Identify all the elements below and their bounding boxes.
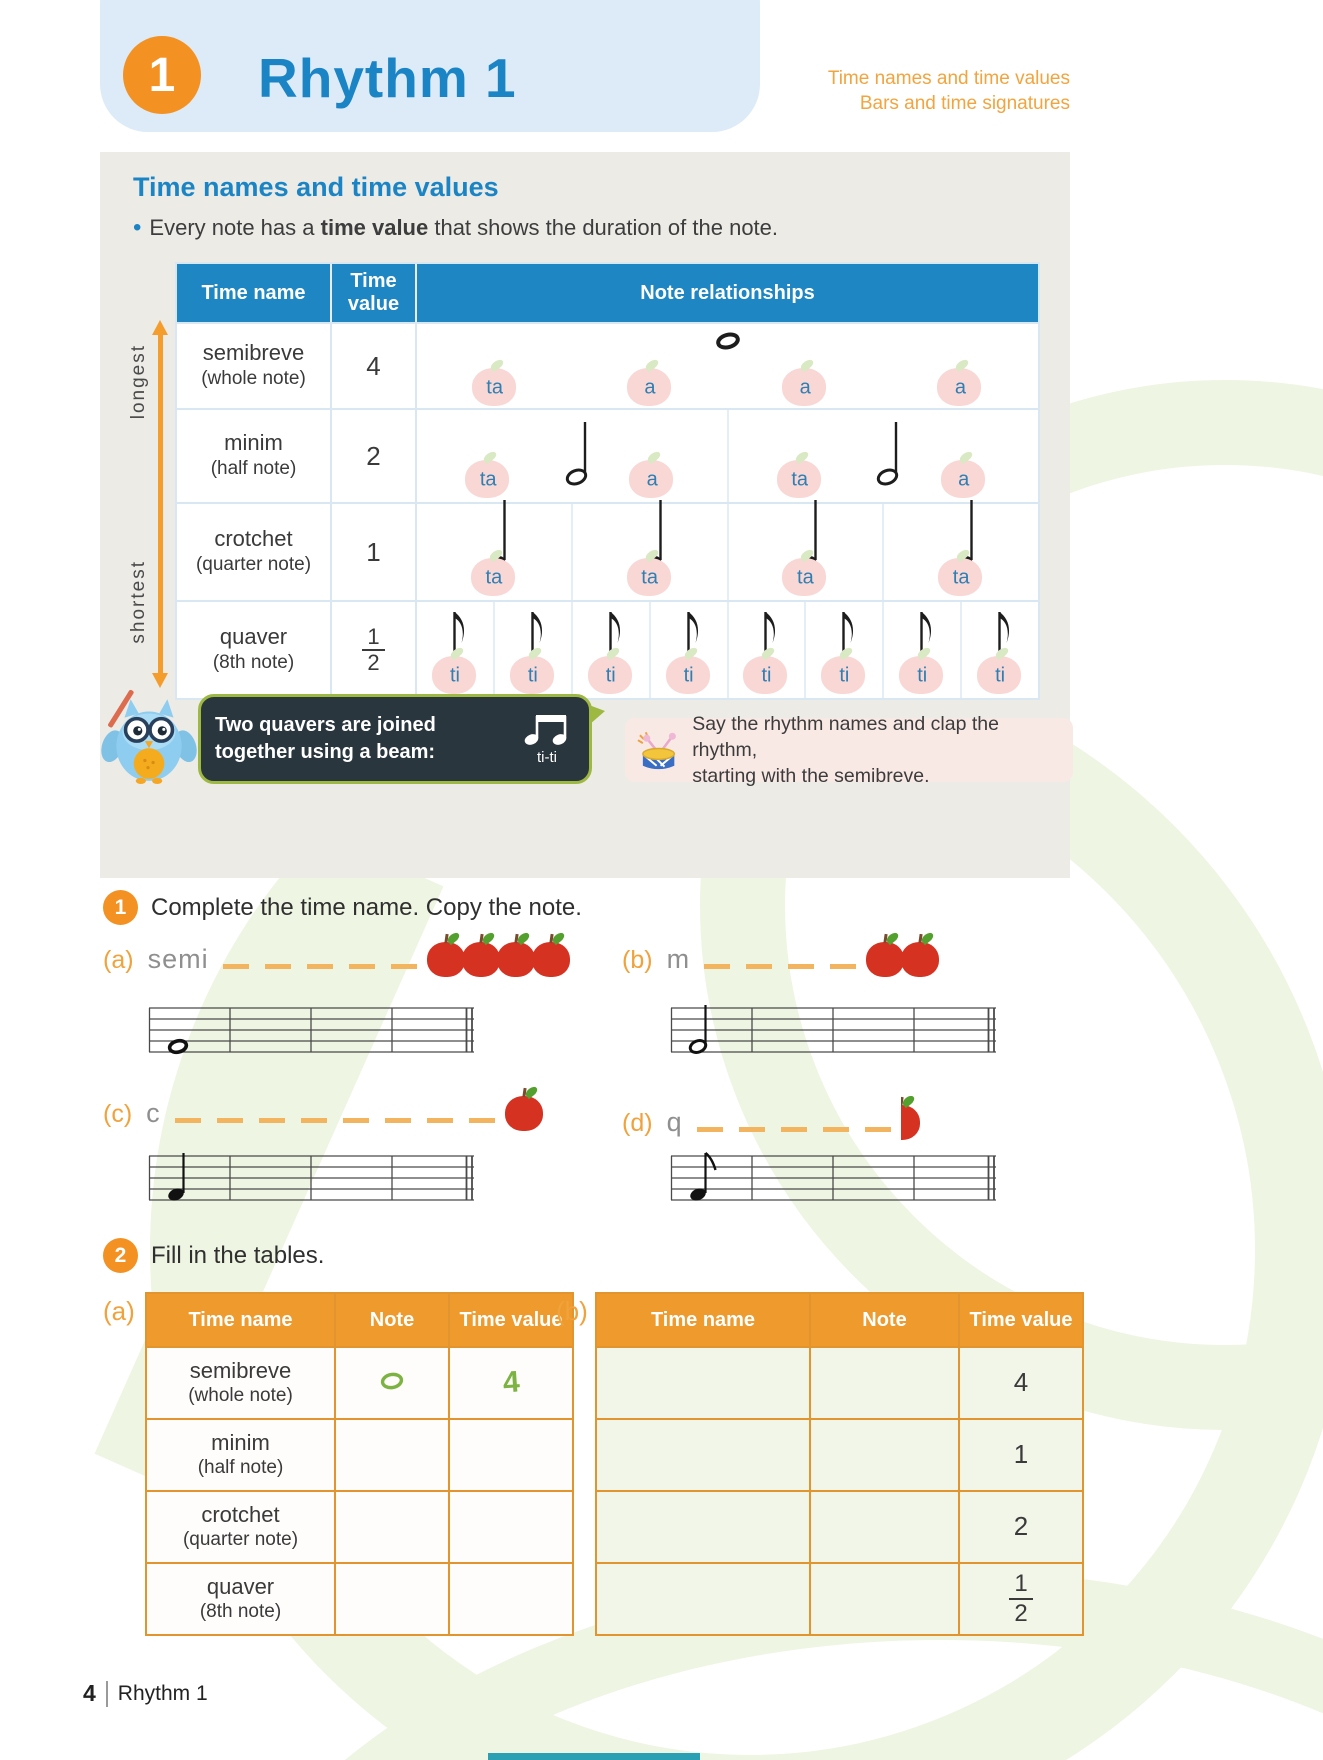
apple-icon	[497, 942, 535, 977]
column-header: Time value	[332, 264, 417, 322]
note-answer-cell	[810, 1347, 959, 1419]
note-relationship-cell	[417, 324, 1038, 408]
time-name-cell: crotchet (quarter note)	[177, 504, 332, 600]
time-name-cell: semibreve (whole note)	[146, 1347, 335, 1419]
note-relationship-cell	[417, 602, 1038, 698]
answer-stem: q	[666, 1107, 683, 1137]
time-value-cell: 2	[332, 410, 417, 502]
apple-icon	[532, 942, 570, 977]
value-cell: 2	[959, 1491, 1083, 1563]
chapter-header	[100, 0, 760, 132]
apple-syllable: a	[627, 362, 673, 406]
whole-note-icon	[713, 332, 743, 350]
note-answer-cell	[335, 1491, 449, 1563]
item-label: (c)	[103, 1100, 133, 1128]
table-row	[146, 1491, 573, 1563]
apple-syllable: ti	[666, 650, 712, 694]
time-name-cell: semibreve (whole note)	[177, 324, 332, 408]
column-header: Time value	[959, 1293, 1083, 1347]
note-answer-cell	[335, 1419, 449, 1491]
apple-icon	[427, 942, 465, 977]
fraction: $\frac{1}{2}$	[362, 626, 384, 674]
column-header: Time name	[146, 1293, 335, 1347]
apple-syllable: a	[941, 454, 987, 498]
apple-syllable: ti	[510, 650, 556, 694]
table-row	[177, 408, 1038, 502]
exercise-item-a	[103, 942, 570, 977]
time-name-cell: minim (half note)	[146, 1419, 335, 1491]
exercise-number-badge: 1	[103, 890, 138, 925]
exercise-instruction: Complete the time name. Copy the note.	[151, 893, 582, 921]
apple-icon	[462, 942, 500, 977]
apple-syllable: ta	[471, 552, 517, 596]
exercise-1-heading	[103, 890, 582, 925]
apple-syllable: ti	[977, 650, 1023, 694]
table-header-row	[177, 264, 1038, 322]
apple-syllable: ta	[777, 454, 823, 498]
topic-line: Bars and time signatures	[859, 93, 1070, 114]
apple-syllable: ti	[821, 650, 867, 694]
beam-caption: ti-ti	[537, 749, 557, 766]
note-values-table	[175, 262, 1040, 700]
intro-bullet: • Every note has a time value that shows the duration of the note.	[133, 214, 779, 241]
time-name-cell	[596, 1347, 810, 1419]
staff-c	[148, 1150, 475, 1212]
column-header: Note	[810, 1293, 959, 1347]
note-answer-cell	[810, 1563, 959, 1635]
apple-syllable: a	[937, 362, 983, 406]
note-relationship-cell	[417, 504, 1038, 600]
staff-b	[670, 1002, 997, 1064]
table-a-label: (a)	[103, 1296, 135, 1326]
apple-icon	[866, 942, 904, 977]
tip-text: Two quavers are joined together using a beam:	[215, 714, 436, 763]
exercise-number-badge: 2	[103, 1238, 138, 1273]
section-heading: Time names and time values	[133, 172, 499, 202]
owl-tip-bubble	[198, 694, 592, 784]
answer-stem: semi	[147, 944, 209, 974]
note-answer-cell	[335, 1563, 449, 1635]
time-name-cell: crotchet (quarter note)	[146, 1491, 335, 1563]
beamed-quavers-icon	[524, 712, 570, 746]
axis-label-shortest: shortest	[128, 560, 149, 644]
footer-chapter: Rhythm 1	[117, 1681, 208, 1705]
apple-syllable: ta	[472, 362, 518, 406]
table-row	[146, 1347, 573, 1419]
table-row	[596, 1491, 1083, 1563]
time-name-cell: quaver (8th note)	[177, 602, 332, 698]
column-header: Time name	[177, 264, 332, 322]
exercise-item-b	[622, 942, 939, 977]
page-footer	[83, 1680, 208, 1707]
apple-syllable: a	[782, 362, 828, 406]
apple-group	[505, 1096, 543, 1131]
page-number: 4	[83, 1680, 96, 1706]
time-name-cell	[596, 1563, 810, 1635]
staff-d	[670, 1150, 997, 1212]
apple-syllable: ti	[743, 650, 789, 694]
value-cell	[959, 1563, 1083, 1635]
half-note-icon	[869, 420, 905, 488]
drum-icon	[635, 726, 682, 774]
apple-icon	[505, 1096, 543, 1131]
apple-syllable: ta	[782, 552, 828, 596]
answer-blank	[697, 1127, 891, 1132]
owl-mascot-icon	[100, 686, 198, 786]
apple-syllable: ti	[588, 650, 634, 694]
footer-divider	[106, 1681, 108, 1707]
clap-tip	[625, 713, 1073, 787]
value-cell: 1	[959, 1419, 1083, 1491]
answer-blank	[223, 964, 417, 969]
column-header: Note relationships	[640, 281, 815, 304]
axis-label-longest: longest	[128, 344, 149, 420]
staff-a	[148, 1002, 475, 1064]
theory-panel	[100, 152, 1070, 878]
bottom-accent-strip	[488, 1753, 700, 1760]
answer-stem: m	[666, 944, 691, 974]
apple-syllable: ta	[465, 454, 511, 498]
table-row	[596, 1419, 1083, 1491]
table-row	[177, 322, 1038, 408]
beamed-quavers	[519, 712, 575, 766]
value-answer-cell	[449, 1419, 573, 1491]
column-header: Time name	[596, 1293, 810, 1347]
exercise-item-c	[103, 1096, 543, 1131]
apple-syllable: ta	[938, 552, 984, 596]
value-answer-cell	[449, 1563, 573, 1635]
time-name-cell: quaver (8th note)	[146, 1563, 335, 1635]
apple-syllable: ta	[627, 552, 673, 596]
note-answer-cell	[810, 1419, 959, 1491]
table-row	[146, 1419, 573, 1491]
clap-tip-text: Say the rhythm names and clap the rhythm, starting with the semibreve.	[692, 713, 999, 787]
fill-table-b	[595, 1292, 1084, 1636]
table-row	[596, 1563, 1083, 1635]
time-name-cell: minim (half note)	[177, 410, 332, 502]
table-row	[177, 502, 1038, 600]
apple-group	[866, 942, 939, 977]
apple-syllable: a	[629, 454, 675, 498]
apple-syllable: ti	[432, 650, 478, 694]
page-title: Rhythm 1	[258, 47, 517, 109]
duration-axis-arrow	[158, 334, 163, 674]
chapter-topics	[828, 66, 1070, 116]
time-value-cell	[332, 602, 417, 698]
note-relationship-cell	[417, 410, 1038, 502]
item-label: (a)	[103, 946, 134, 974]
unit-number-badge: 1	[123, 36, 201, 114]
apple-syllable: ti	[899, 650, 945, 694]
fraction: $\frac{1}{2}$	[1009, 1572, 1032, 1626]
value-cell: 4	[959, 1347, 1083, 1419]
exercise-instruction: Fill in the tables.	[151, 1241, 325, 1269]
column-header: Time value	[449, 1293, 573, 1347]
time-value-cell: 4	[332, 324, 417, 408]
answer-stem: c	[146, 1098, 161, 1128]
note-answer-cell	[335, 1347, 449, 1419]
exercise-item-d	[622, 1096, 921, 1140]
table-b-label: (b)	[556, 1296, 588, 1326]
time-name-cell	[596, 1491, 810, 1563]
exercise-2-heading	[103, 1238, 324, 1273]
apple-icon	[901, 942, 939, 977]
time-name-cell	[596, 1419, 810, 1491]
table-row	[177, 600, 1038, 698]
time-value-cell: 1	[332, 504, 417, 600]
topic-line: Time names and time values	[827, 68, 1070, 89]
note-answer-cell	[810, 1491, 959, 1563]
value-answer-cell: 4	[449, 1347, 573, 1419]
table-row	[596, 1347, 1083, 1419]
apple-group	[427, 942, 570, 977]
bullet-icon: •	[133, 214, 142, 241]
half-note-icon	[558, 420, 594, 488]
half-apple-icon	[901, 1096, 921, 1140]
value-answer-cell	[449, 1491, 573, 1563]
whole-note-answer-icon	[378, 1371, 406, 1391]
item-label: (b)	[622, 946, 653, 974]
item-label: (d)	[622, 1109, 653, 1137]
fill-table-a	[145, 1292, 574, 1636]
answer-blank	[704, 964, 856, 969]
answer-blank	[175, 1118, 495, 1123]
column-header: Note	[335, 1293, 449, 1347]
table-row	[146, 1563, 573, 1635]
